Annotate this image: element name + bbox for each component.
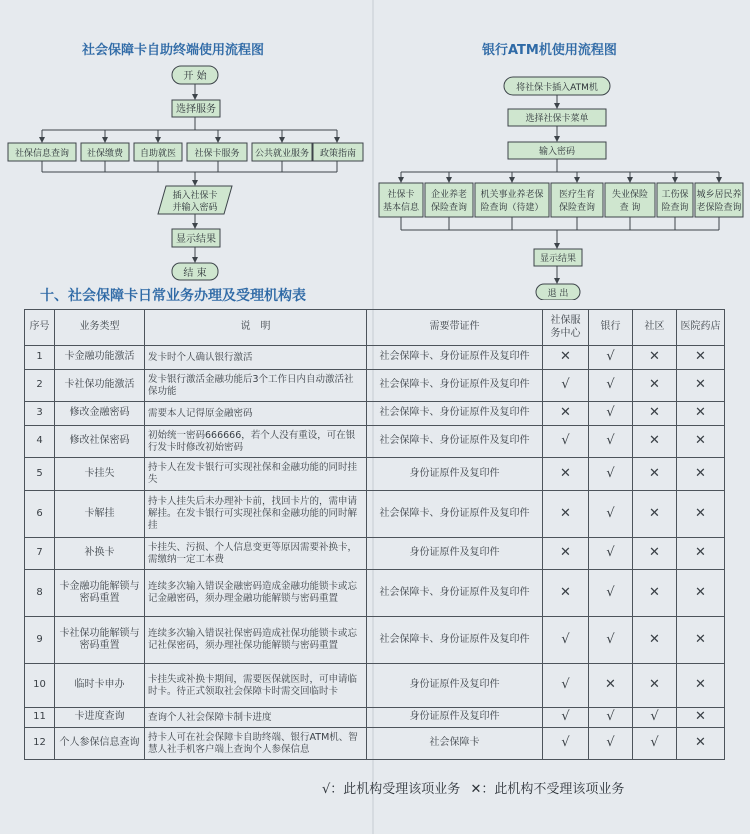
legend-cross: ✕：此机构不受理该项业务 — [470, 782, 625, 797]
cell-docs: 社会保障卡、身份证原件及复印件 — [367, 570, 543, 617]
table-row — [25, 491, 725, 538]
table-row — [25, 346, 725, 370]
cell-index: 7 — [25, 538, 55, 570]
cell-type: 卡解挂 — [55, 491, 145, 538]
left-option-label: 社保缴费 — [86, 149, 124, 159]
cell-desc: 持卡人在发卡银行可实现社保和金融功能的同时挂失 — [145, 458, 367, 491]
cell-desc: 卡挂失、污损、个人信息变更等原因需要补换卡，需缴纳一定工本费 — [145, 538, 367, 570]
table-row — [25, 617, 725, 664]
cell-community: √ — [633, 728, 677, 760]
cell-community: ✕ — [633, 570, 677, 617]
cell-desc: 连续多次输入错误金融密码造成金融功能锁卡或忘记金融密码，须办理金融功能解锁与密码重置 — [145, 570, 367, 617]
right-option-label: 查 询 — [619, 203, 641, 213]
left-display-label: 显示结果 — [176, 234, 216, 245]
right-exit-label: 退 出 — [547, 289, 569, 299]
cell-docs: 社会保障卡、身份证原件及复印件 — [367, 370, 543, 402]
cell-hospital: ✕ — [677, 426, 725, 458]
cell-bank: √ — [589, 617, 633, 664]
cell-community: ✕ — [633, 426, 677, 458]
right-option-label: 保险查询 — [558, 203, 596, 213]
right-option-label: 企业养老 — [430, 190, 468, 200]
cell-community: ✕ — [633, 491, 677, 538]
right-option-label: 失业保险 — [611, 190, 649, 200]
col-header-center: 社保服务中心 — [543, 310, 589, 346]
table-row — [25, 402, 725, 426]
cell-type: 补换卡 — [55, 538, 145, 570]
cell-center: √ — [543, 617, 589, 664]
cell-type: 卡进度查询 — [55, 708, 145, 728]
cell-index: 4 — [25, 426, 55, 458]
cell-docs: 身份证原件及复印件 — [367, 458, 543, 491]
left-insert-label: 插入社保卡 — [172, 191, 218, 201]
right-option-label: 机关事业养老保 — [480, 190, 544, 200]
cell-center: ✕ — [543, 402, 589, 426]
cell-hospital: ✕ — [677, 538, 725, 570]
col-header-community: 社区 — [633, 310, 677, 346]
cell-type: 卡金融功能解锁与密码重置 — [55, 570, 145, 617]
cell-index: 9 — [25, 617, 55, 664]
cell-type: 修改社保密码 — [55, 426, 145, 458]
table-row — [25, 426, 725, 458]
cell-index: 11 — [25, 708, 55, 728]
cell-community: √ — [633, 708, 677, 728]
cell-docs: 社会保障卡 — [367, 728, 543, 760]
left-option-label: 公共就业服务 — [254, 149, 310, 159]
cell-hospital: ✕ — [677, 458, 725, 491]
business-table — [24, 309, 725, 760]
right-option-label: 工伤保 — [661, 190, 689, 200]
cell-bank: √ — [589, 538, 633, 570]
table-body — [25, 346, 725, 760]
cell-center: ✕ — [543, 491, 589, 538]
right-chart-title: 银行ATM机使用流程图 — [482, 43, 617, 58]
cell-docs: 身份证原件及复印件 — [367, 664, 543, 708]
left-chart-title: 社会保障卡自助终端使用流程图 — [82, 43, 265, 58]
table-row — [25, 570, 725, 617]
legend — [322, 778, 630, 797]
cell-center: √ — [543, 728, 589, 760]
cell-type: 个人参保信息查询 — [55, 728, 145, 760]
right-flowchart — [379, 77, 743, 300]
cell-community: ✕ — [633, 346, 677, 370]
section-title: 十、社会保障卡日常业务办理及受理机构表 — [40, 288, 306, 304]
col-header-docs: 需要带证件 — [367, 310, 543, 346]
cell-hospital: ✕ — [677, 728, 725, 760]
cell-index: 6 — [25, 491, 55, 538]
left-end-label: 结 束 — [183, 268, 207, 279]
cell-type: 卡挂失 — [55, 458, 145, 491]
cell-docs: 社会保障卡、身份证原件及复印件 — [367, 426, 543, 458]
cell-index: 3 — [25, 402, 55, 426]
left-option-label: 社保信息查询 — [14, 149, 70, 159]
cell-bank: ✕ — [589, 664, 633, 708]
cell-bank: √ — [589, 491, 633, 538]
cell-bank: √ — [589, 402, 633, 426]
right-option-label: 社保卡 — [387, 190, 415, 200]
cell-bank: √ — [589, 570, 633, 617]
cell-docs: 身份证原件及复印件 — [367, 708, 543, 728]
cell-bank: √ — [589, 708, 633, 728]
cell-center: √ — [543, 664, 589, 708]
table-row — [25, 708, 725, 728]
cell-desc: 发卡银行激活金融功能后3个工作日内自动激活社保功能 — [145, 370, 367, 402]
table-row — [25, 728, 725, 760]
cell-hospital: ✕ — [677, 491, 725, 538]
cell-hospital: ✕ — [677, 346, 725, 370]
cell-type: 卡社保功能解锁与密码重置 — [55, 617, 145, 664]
cell-bank: √ — [589, 426, 633, 458]
cell-docs: 社会保障卡、身份证原件及复印件 — [367, 491, 543, 538]
right-insert-label: 将社保卡插入ATM机 — [516, 83, 598, 93]
cell-center: √ — [543, 370, 589, 402]
cell-center: ✕ — [543, 458, 589, 491]
col-header-type: 业务类型 — [55, 310, 145, 346]
cell-docs: 社会保障卡、身份证原件及复印件 — [367, 346, 543, 370]
right-option-label: 基本信息 — [382, 203, 420, 213]
cell-bank: √ — [589, 458, 633, 491]
right-display-label: 显示结果 — [539, 254, 577, 264]
cell-hospital: ✕ — [677, 617, 725, 664]
right-option-label: 保险查询 — [430, 203, 468, 213]
cell-center: ✕ — [543, 346, 589, 370]
cell-center: √ — [543, 426, 589, 458]
table-row — [25, 458, 725, 491]
right-option-label: 老保险查询 — [696, 203, 742, 213]
right-option-label: 险查询（待建） — [480, 203, 544, 213]
cell-center: √ — [543, 708, 589, 728]
left-start-label: 开 始 — [183, 71, 207, 82]
cell-desc: 持卡人挂失后未办理补卡前，找回卡片的，需申请解挂。在发卡银行可实现社保和金融功能的同时解挂 — [145, 491, 367, 538]
cell-community: ✕ — [633, 664, 677, 708]
right-option-label: 险查询 — [661, 203, 689, 213]
cell-desc: 发卡时个人确认银行激活 — [145, 346, 367, 370]
col-header-index: 序号 — [25, 310, 55, 346]
cell-hospital: ✕ — [677, 370, 725, 402]
cell-desc: 卡挂失或补换卡期间，需要医保就医时，可申请临时卡。待正式领取社会保障卡时需交回临时卡 — [145, 664, 367, 708]
cell-center: ✕ — [543, 538, 589, 570]
cell-hospital: ✕ — [677, 402, 725, 426]
cell-index: 10 — [25, 664, 55, 708]
cell-desc: 持卡人可在社会保障卡自助终端、银行ATM机、智慧人社手机客户端上查询个人参保信息 — [145, 728, 367, 760]
cell-type: 卡社保功能激活 — [55, 370, 145, 402]
cell-index: 2 — [25, 370, 55, 402]
cell-type: 修改金融密码 — [55, 402, 145, 426]
right-password-label: 输入密码 — [538, 147, 576, 157]
cell-docs: 社会保障卡、身份证原件及复印件 — [367, 402, 543, 426]
table-row — [25, 538, 725, 570]
cell-community: ✕ — [633, 617, 677, 664]
cell-community: ✕ — [633, 370, 677, 402]
cell-bank: √ — [589, 370, 633, 402]
cell-desc: 初始统一密码666666，若个人没有重设，可在银行发卡时修改初始密码 — [145, 426, 367, 458]
right-option-label: 医疗生育 — [558, 190, 596, 200]
flowcharts — [0, 0, 750, 300]
table-row — [25, 664, 725, 708]
right-select-label: 选择社保卡菜单 — [525, 114, 589, 124]
left-option-label: 政策指南 — [319, 149, 357, 159]
cell-hospital: ✕ — [677, 708, 725, 728]
cell-community: ✕ — [633, 458, 677, 491]
cell-type: 临时卡申办 — [55, 664, 145, 708]
cell-type: 卡金融功能激活 — [55, 346, 145, 370]
cell-desc: 需要本人记得原金融密码 — [145, 402, 367, 426]
cell-hospital: ✕ — [677, 570, 725, 617]
cell-index: 5 — [25, 458, 55, 491]
cell-docs: 社会保障卡、身份证原件及复印件 — [367, 617, 543, 664]
cell-index: 1 — [25, 346, 55, 370]
col-header-bank: 银行 — [589, 310, 633, 346]
table-header-row — [25, 310, 725, 346]
cell-desc: 连续多次输入错误社保密码造成社保功能锁卡或忘记社保密码，须办理社保功能解锁与密码重置 — [145, 617, 367, 664]
cell-desc: 查询个人社会保障卡制卡进度 — [145, 708, 367, 728]
cell-index: 8 — [25, 570, 55, 617]
table-row — [25, 370, 725, 402]
left-insert-label: 并输入密码 — [172, 203, 218, 213]
right-option-label: 城乡居民养 — [696, 190, 742, 200]
cell-docs: 身份证原件及复印件 — [367, 538, 543, 570]
cell-bank: √ — [589, 346, 633, 370]
legend-check: √：此机构受理该项业务 — [322, 782, 461, 797]
cell-community: ✕ — [633, 538, 677, 570]
cell-index: 12 — [25, 728, 55, 760]
cell-center: ✕ — [543, 570, 589, 617]
col-header-desc: 说 明 — [145, 310, 367, 346]
cell-bank: √ — [589, 728, 633, 760]
left-option-label: 自助就医 — [139, 149, 177, 159]
left-select-label: 选择服务 — [176, 104, 216, 115]
col-header-hospital: 医院药店 — [677, 310, 725, 346]
cell-hospital: ✕ — [677, 664, 725, 708]
left-option-label: 社保卡服务 — [194, 149, 240, 159]
cell-community: ✕ — [633, 402, 677, 426]
left-flowchart — [8, 66, 363, 280]
